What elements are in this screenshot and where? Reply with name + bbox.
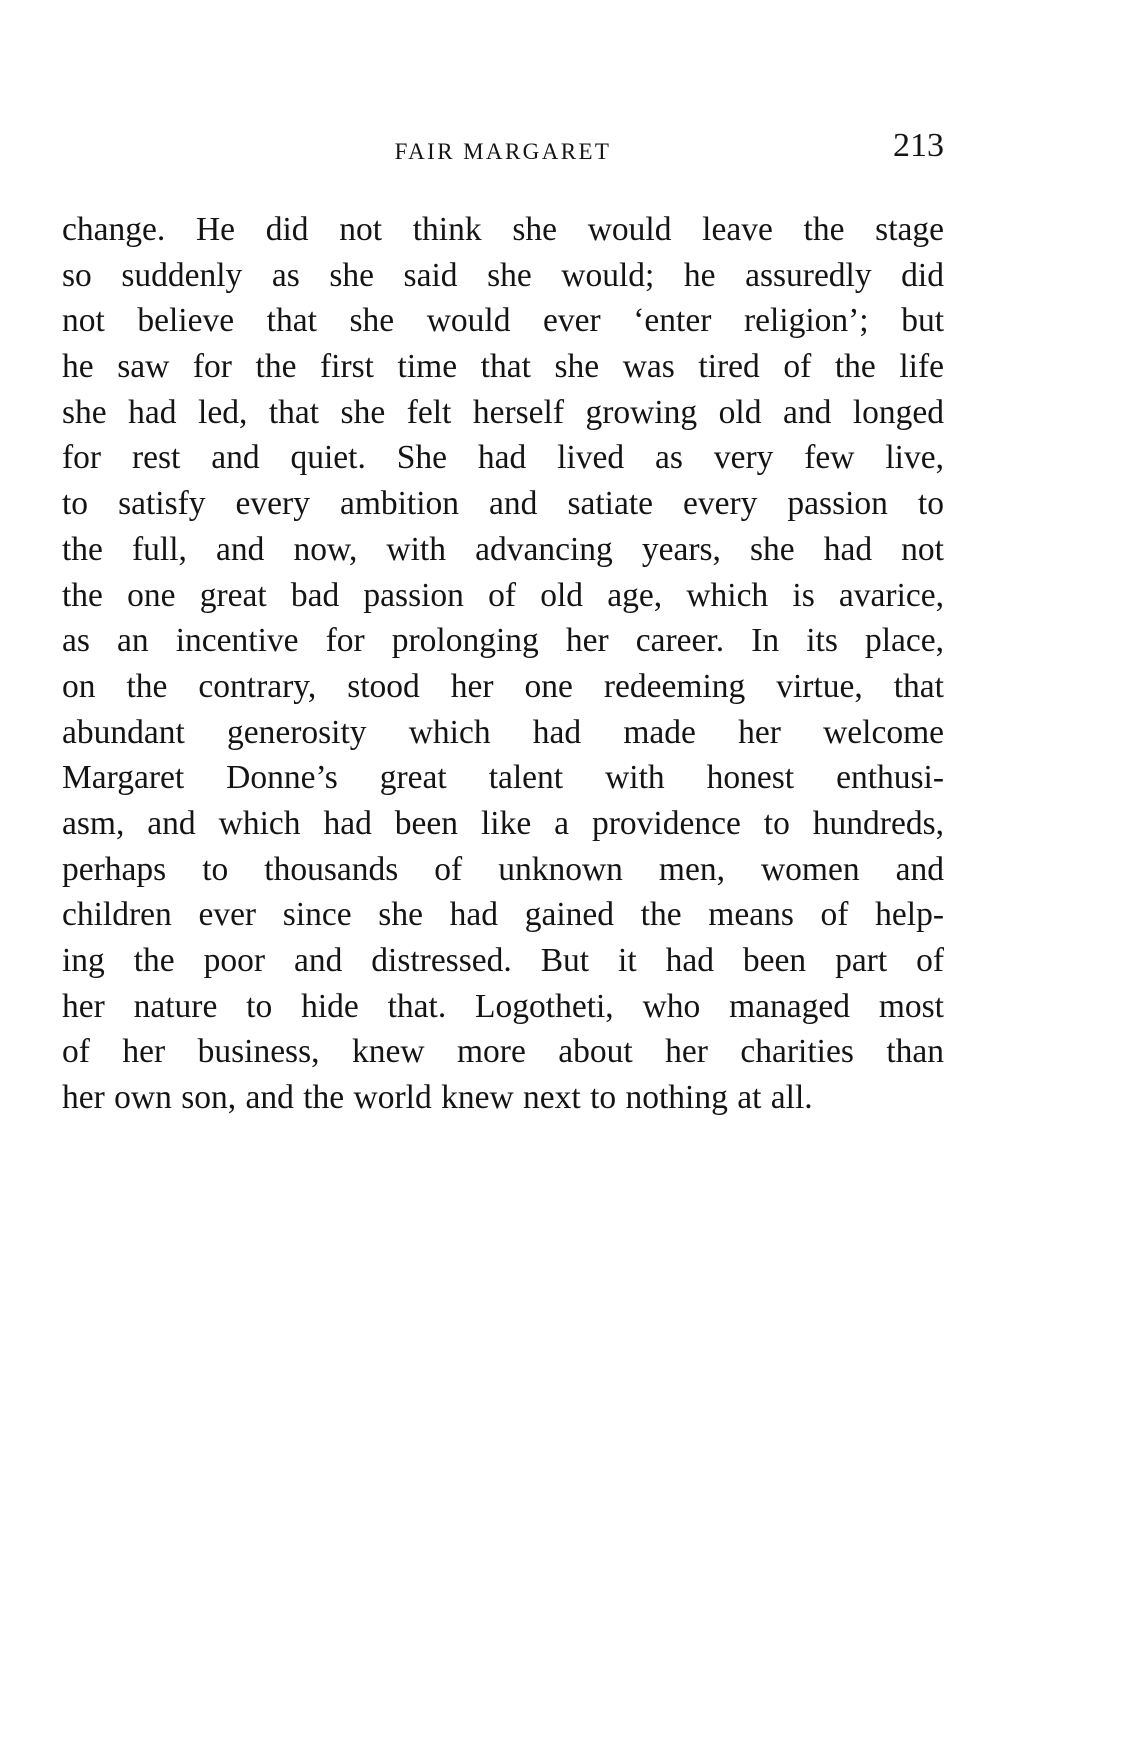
text-line: perhaps to thousands of unknown men, women and xyxy=(62,850,944,888)
body-text xyxy=(62,207,944,1121)
text-line: not believe that she would ever ‘enter religion’; but xyxy=(62,302,944,340)
text-line: as an incentive for prolonging her career. In its place, xyxy=(62,622,944,660)
text-line: ing the poor and distressed. But it had been part of xyxy=(62,942,944,979)
text-line: she had led, that she felt herself growing old and longed xyxy=(62,393,944,431)
text-line: change. He did not think she would leave the stage xyxy=(62,211,944,248)
text-line: he saw for the first time that she was tired of the life xyxy=(62,348,944,386)
running-title: FAIR MARGARET xyxy=(394,139,612,164)
page-number: 213 xyxy=(893,127,944,164)
text-line: Margaret Donne’s great talent with honest enthusi- xyxy=(62,759,944,797)
text-line: for rest and quiet. She had lived as very few live, xyxy=(62,439,944,477)
text-line: her own son, and the world knew next to nothing at all. xyxy=(62,1079,813,1117)
text-line: on the contrary, stood her one redeeming virtue, that xyxy=(62,667,944,705)
text-line: the full, and now, with advancing years, she had not xyxy=(62,530,944,568)
text-line: children ever since she had gained the means of help- xyxy=(62,896,944,934)
text-line: her nature to hide that. Logotheti, who managed most xyxy=(62,987,944,1025)
text-line: of her business, knew more about her charities than xyxy=(62,1033,944,1071)
running-head xyxy=(62,128,944,168)
text-line: to satisfy every ambition and satiate every passion to xyxy=(62,485,944,523)
text-line: asm, and which had been like a providence to hundreds, xyxy=(62,804,944,842)
text-line: so suddenly as she said she would; he assuredly did xyxy=(62,256,944,294)
text-line: abundant generosity which had made her welcome xyxy=(62,713,944,751)
text-line: the one great bad passion of old age, which is avarice, xyxy=(62,576,944,614)
